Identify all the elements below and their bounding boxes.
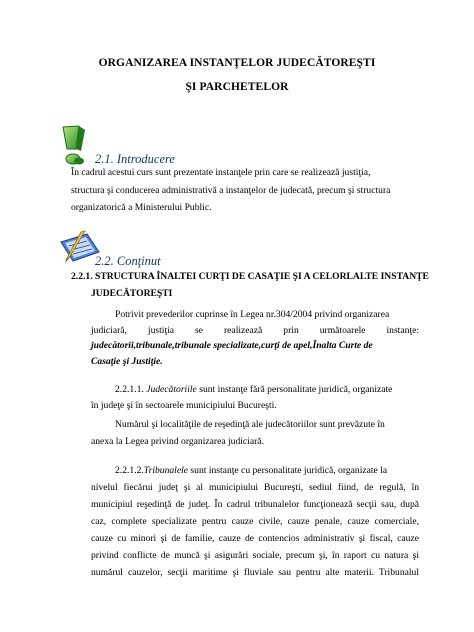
para4-line-4: caz, complete specializate pentru cauze civile, cauze penale, cauze comerciale, <box>91 516 419 527</box>
para4-number: 2.2.1.2. <box>115 465 144 476</box>
para1-line-4: Casaţie şi Justiţie. <box>91 356 163 367</box>
para2-text: sunt instanţe fără personalitate juridică, organizate <box>196 384 393 395</box>
para1-line-2: judiciară, justiţia se realizează prin următoarele instanţe: <box>91 325 419 336</box>
para4-term: Tribunalele <box>143 465 189 476</box>
para2-term: Judecătoriile <box>146 384 197 395</box>
para4-line-1 <box>115 463 387 478</box>
section-intro-heading: 2.1. Introducere <box>95 152 175 166</box>
intro-line-3: organizatorică a Ministerului Public. <box>71 202 212 213</box>
para4-line-7: numărul cauzelor, secţii maritime şi fluviale sau pentru alte materii. Tribunalul <box>91 567 419 578</box>
para3-line-2: anexa la Legea privind organizarea judiciară. <box>91 436 264 447</box>
intro-line-2: structura şi conducerea administrativă a instanţelor de judecată, precum şi structura <box>71 185 391 196</box>
para2-line-1 <box>115 382 392 397</box>
para4-text: sunt instanţe cu personalitate juridică, organizate la <box>188 465 388 476</box>
para4-line-3: municipiul reşedinţă de judeţ. În cadrul tribunalelor funcţionează secţii sau, după <box>91 499 419 510</box>
document-title-line-1: ORGANIZAREA INSTANŢELOR JUDECĂTOREŞTI <box>98 57 376 69</box>
intro-line-1: În cadrul acestui curs sunt prezentate instanţele prin care se realizează justiţia, <box>71 167 371 178</box>
para3-line-1: Numărul şi localităţile de reşedinţă ale judecătoriilor sunt prevăzute în <box>115 419 385 430</box>
subsection-heading-line-1: 2.2.1. STRUCTURA ÎNALTEI CURŢI DE CASAŢIE ŞI A CELORLALTE INSTANŢE <box>71 271 429 282</box>
para2-number: 2.2.1.1. <box>115 384 144 395</box>
para4-line-5: cauze cu minori şi de familie, cauze de contencios administrativ şi fiscal, cauze <box>91 533 419 544</box>
para4-line-6: privind conflicte de muncă şi asigurări sociale, precum şi, în raport cu natura şi <box>91 550 419 561</box>
para4-line-2: nivelul fiecărui judeţ şi al municipiului Bucureşti, sediul fiind, de regulă, în <box>91 482 419 493</box>
section-content-heading: 2.2. Conţinut <box>95 254 161 268</box>
para1-line-1: Potrivit prevederilor cuprinse în Legea nr.304/2004 privind organizarea <box>115 309 390 320</box>
subsection-heading-line-2: JUDECĂTOREŞTI <box>91 288 173 299</box>
para2-line-2: în judeţe şi în sectoarele municipiului Bucureşti. <box>91 400 277 411</box>
para1-line-3: judecătorii,tribunale,tribunale specializate,curţi de apel,Înalta Curte de <box>91 340 373 351</box>
document-title-line-2: ŞI PARCHETELOR <box>185 81 289 93</box>
